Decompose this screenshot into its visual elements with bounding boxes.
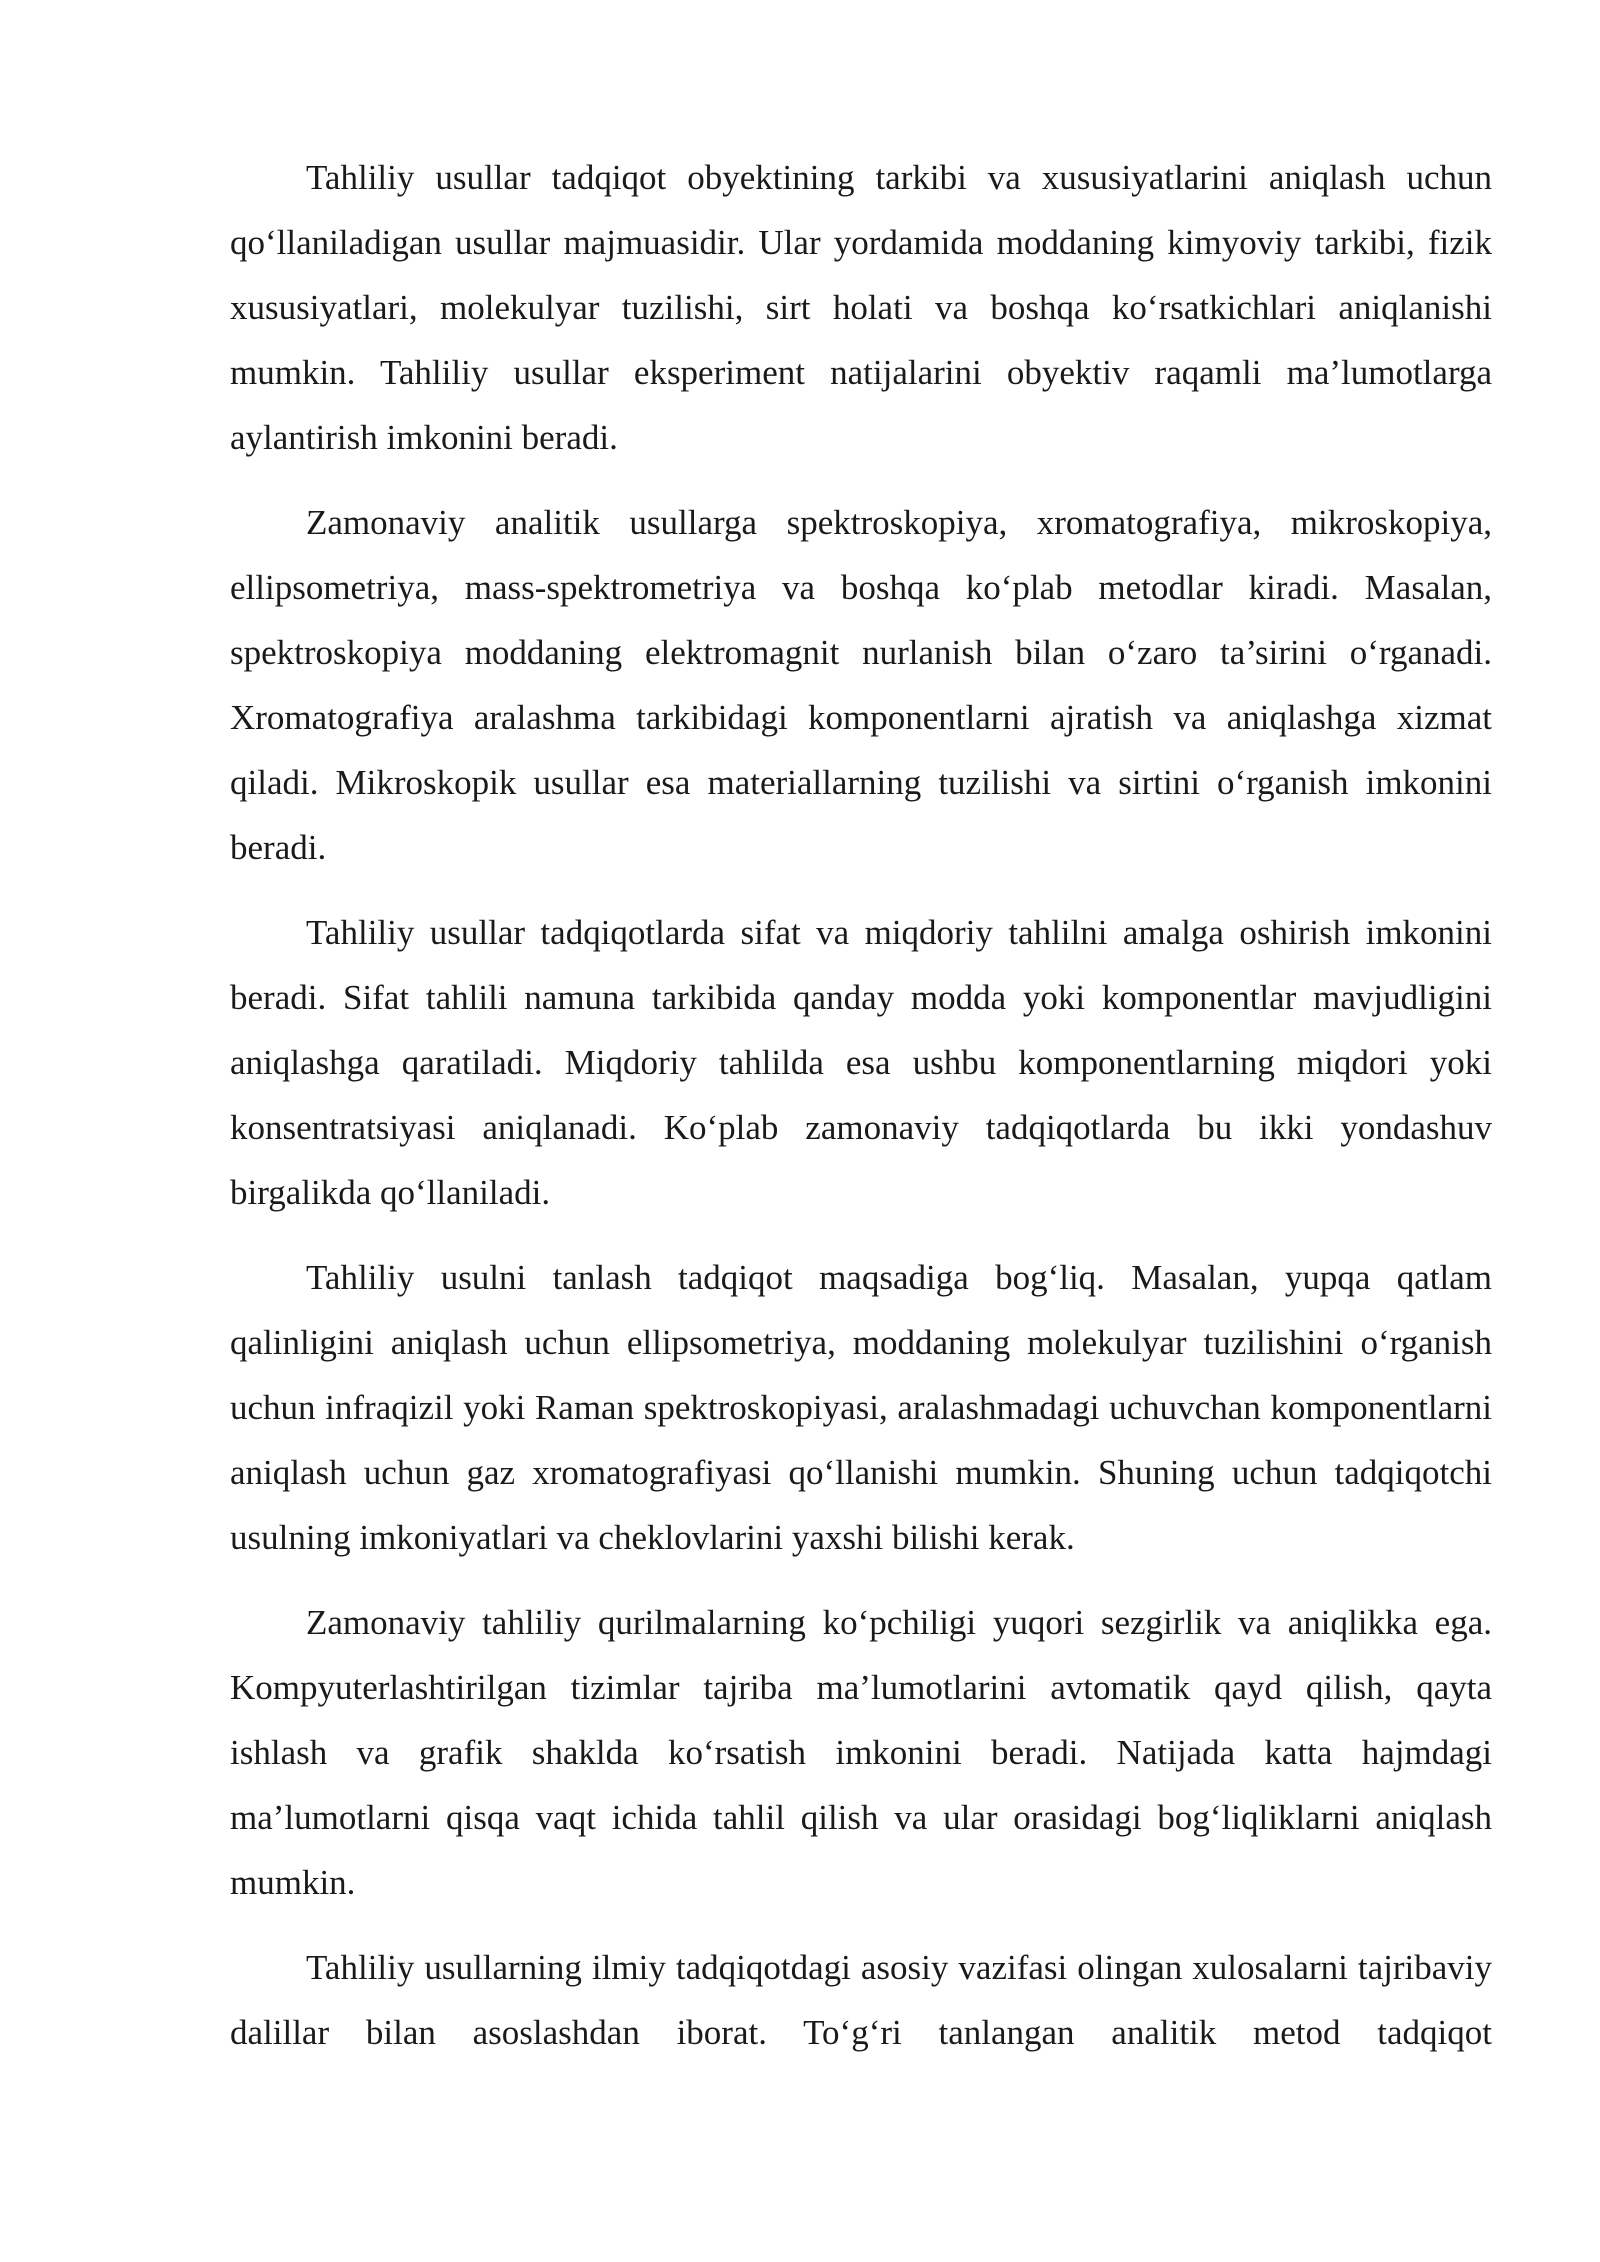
paragraph-4: Tahliliy usulni tanlash tadqiqot maqsadiga bog‘liq. Masalan, yupqa qatlam qalinligini aniqlash uchun ellipsometriya, moddaning molekulyar tuzilishini o‘rganish uchun infraqizil yoki Raman spektroskopiyasi, aralashmadagi uchuvchan komponentlarni aniqlash uchun gaz xromatografiyasi qo‘llanishi mumkin. Shuning uchun tadqiqotchi usulning imkoniyatlari va cheklovlarini yaxshi bilishi kerak. (230, 1258, 1492, 1557)
paragraph-3: Tahliliy usullar tadqiqotlarda sifat va miqdoriy tahlilni amalga oshirish imkonini beradi. Sifat tahlili namuna tarkibida qanday modda yoki komponentlar mavjudligini aniqlashga qaratiladi. Miqdoriy tahlilda esa ushbu komponentlarning miqdori yoki konsentratsiyasi aniqlanadi. Ko‘plab zamonaviy tadqiqotlarda bu ikki yondashuv birgalikda qo‘llaniladi. (230, 913, 1492, 1212)
paragraph-1: Tahliliy usullar tadqiqot obyektining tarkibi va xususiyatlarini aniqlash uchun qo‘llaniladigan usullar majmuasidir. Ular yordamida moddaning kimyoviy tarkibi, fizik xususiyatlari, molekulyar tuzilishi, sirt holati va boshqa ko‘rsatkichlari aniqlanishi mumkin. Tahliliy usullar eksperiment natijalarini obyektiv raqamli ma’lumotlarga aylantirish imkonini beradi. (230, 158, 1492, 457)
paragraph-5: Zamonaviy tahliliy qurilmalarning ko‘pchiligi yuqori sezgirlik va aniqlikka ega. Kompyuterlashtirilgan tizimlar tajriba ma’lumotlarini avtomatik qayd qilish, qayta ishlash va grafik shaklda ko‘rsatish imkonini beradi. Natijada katta hajmdagi ma’lumotlarni qisqa vaqt ichida tahlil qilish va ular orasidagi bog‘liqliklarni aniqlash mumkin. (230, 1603, 1492, 1902)
document-body (230, 145, 1492, 2085)
paragraph-6: Tahliliy usullarning ilmiy tadqiqotdagi asosiy vazifasi olingan xulosalarni tajribaviy dalillar bilan asoslashdan iborat. To‘g‘ri tanlangan analitik metod tadqiqot (230, 1948, 1492, 2052)
paragraph-2: Zamonaviy analitik usullarga spektroskopiya, xromatografiya, mikroskopiya, ellipsometriya, mass-spektrometriya va boshqa ko‘plab metodlar kiradi. Masalan, spektroskopiya moddaning elektromagnit nurlanish bilan o‘zaro ta’sirini o‘rganadi. Xromatografiya aralashma tarkibidagi komponentlarni ajratish va aniqlashga xizmat qiladi. Mikroskopik usullar esa materiallarning tuzilishi va sirtini o‘rganish imkonini beradi. (230, 503, 1492, 867)
